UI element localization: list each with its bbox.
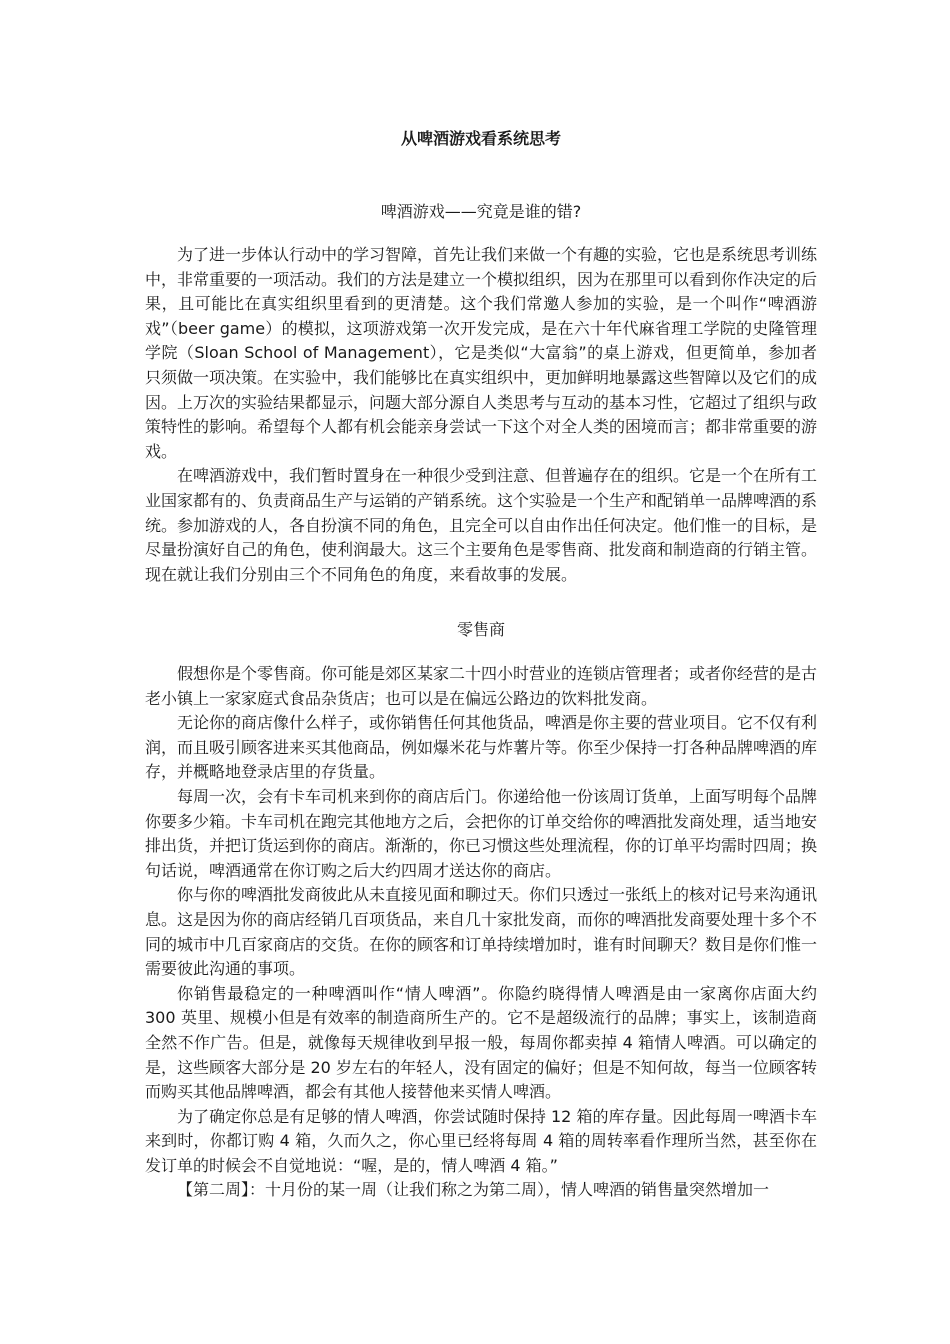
body-paragraph: 你与你的啤酒批发商彼此从未直接见面和聊过天。你们只透过一张纸上的核对记号来沟通讯息。这是因为你的商店经销几百项货品，来自几十家批发商，而你的啤酒批发商要处理十多个不同的城市中几百家商店的交货。在你的顾客和订单持续增加时，谁有时间聊天？数目是你们惟一需要彼此沟通的事项。 xyxy=(145,885,818,979)
body-paragraph: 每周一次，会有卡车司机来到你的商店后门。你递给他一份该周订货单，上面写明每个品牌你要多少箱。卡车司机在跑完其他地方之后，会把你的订单交给你的啤酒批发商处理，适当地安排出货，并把订货运到你的商店。渐渐的，你已习惯这些处理流程，你的订单平均需时四周；换句话说，啤酒通常在你订购之后大约四周才送达你的商店。 xyxy=(145,786,818,880)
document-title: 从啤酒游戏看系统思考 xyxy=(400,129,561,148)
body-paragraph: 无论你的商店像什么样子，或你销售任何其他货品，啤酒是你主要的营业项目。它不仅有利润，而且吸引顾客进来买其他商品，例如爆米花与炸薯片等。你至少保持一打各种品牌啤酒的库存，并概略地登录店里的存货量。 xyxy=(145,713,818,782)
intro-text-block xyxy=(145,243,817,587)
body-paragraph: 【第二周】：十月份的某一周（让我们称之为第二周），情人啤酒的销售量突然增加一 xyxy=(177,1180,770,1200)
body-paragraph: 为了进一步体认行动中的学习智障，首先让我们来做一个有趣的实验，它也是系统思考训练中，非常重要的一项活动。我们的方法是建立一个模拟组织，因为在那里可以看到你作决定的后果，且可能比在真实组织里看到的更清楚。这个我们常邀人参加的实验，是一个叫作“啤酒游戏”（beer game）的模拟，这项游戏第一次开发完成，是在六十年代麻省理工学院的史隆管理学院（Sloan School of Management），它是类似“大富翁”的桌上游戏，但更简单，参加者只须做一项决策。在实验中，我们能够比在真实组织中，更加鲜明地暴露这些智障以及它们的成因。上万次的实验结果都显示，问题大部分源自人类思考与互动的基本习性，它超过了组织与政策特性的影响。希望每个人都有机会能亲身尝试一下这个对全人类的困境而言；都非常重要的游戏。 xyxy=(145,245,818,461)
body-paragraph: 假想你是个零售商。你可能是郊区某家二十四小时营业的连锁店管理者；或者你经营的是古老小镇上一家家庭式食品杂货店；也可以是在偏远公路边的饮料批发商。 xyxy=(145,664,818,708)
section-heading: 零售商 xyxy=(456,620,505,639)
chapter-subtitle: 啤酒游戏——究竟是谁的错? xyxy=(380,202,582,221)
body-paragraph: 你销售最稳定的一种啤酒叫作“情人啤酒”。你隐约晓得情人啤酒是由一家离你店面大约 300 英里、规模小但是有效率的制造商所生产的。它不是超级流行的品牌；事实上，该制造商全然不作广告。但是，就像每天规律收到早报一般，每周你都卖掉 4 箱情人啤酒。可以确定的是，这些顾客大部分是 20 岁左右的年轻人，没有固定的偏好；但是不知何故，每当一位顾客转而购买其他品牌啤酒，都会有其他人接替他来买情人啤酒。 xyxy=(145,983,817,1102)
body-paragraph: 在啤酒游戏中，我们暂时置身在一种很少受到注意、但普遍存在的组织。它是一个在所有工业国家都有的、负责商品生产与运销的产销系统。这个实验是一个生产和配销单一品牌啤酒的系统。参加游戏的人，各自扮演不同的角色，且完全可以自由作出任何决定。他们惟一的目标，是尽量扮演好自己的角色，使利润最大。这三个主要角色是零售商、批发商和制造商的行销主管。现在就让我们分别由三个不同角色的角度，来看故事的发展。 xyxy=(145,466,818,584)
section-text-block xyxy=(145,662,817,1203)
body-paragraph: 为了确定你总是有足够的情人啤酒，你尝试随时保持 12 箱的库存量。因此每周一啤酒卡车来到时，你都订购 4 箱，久而久之，你心里已经将每周 4 箱的周转率看作理所当然，甚至你在发订单的时候会不自觉地说：“喔，是的，情人啤酒 4 箱。” xyxy=(145,1106,817,1175)
